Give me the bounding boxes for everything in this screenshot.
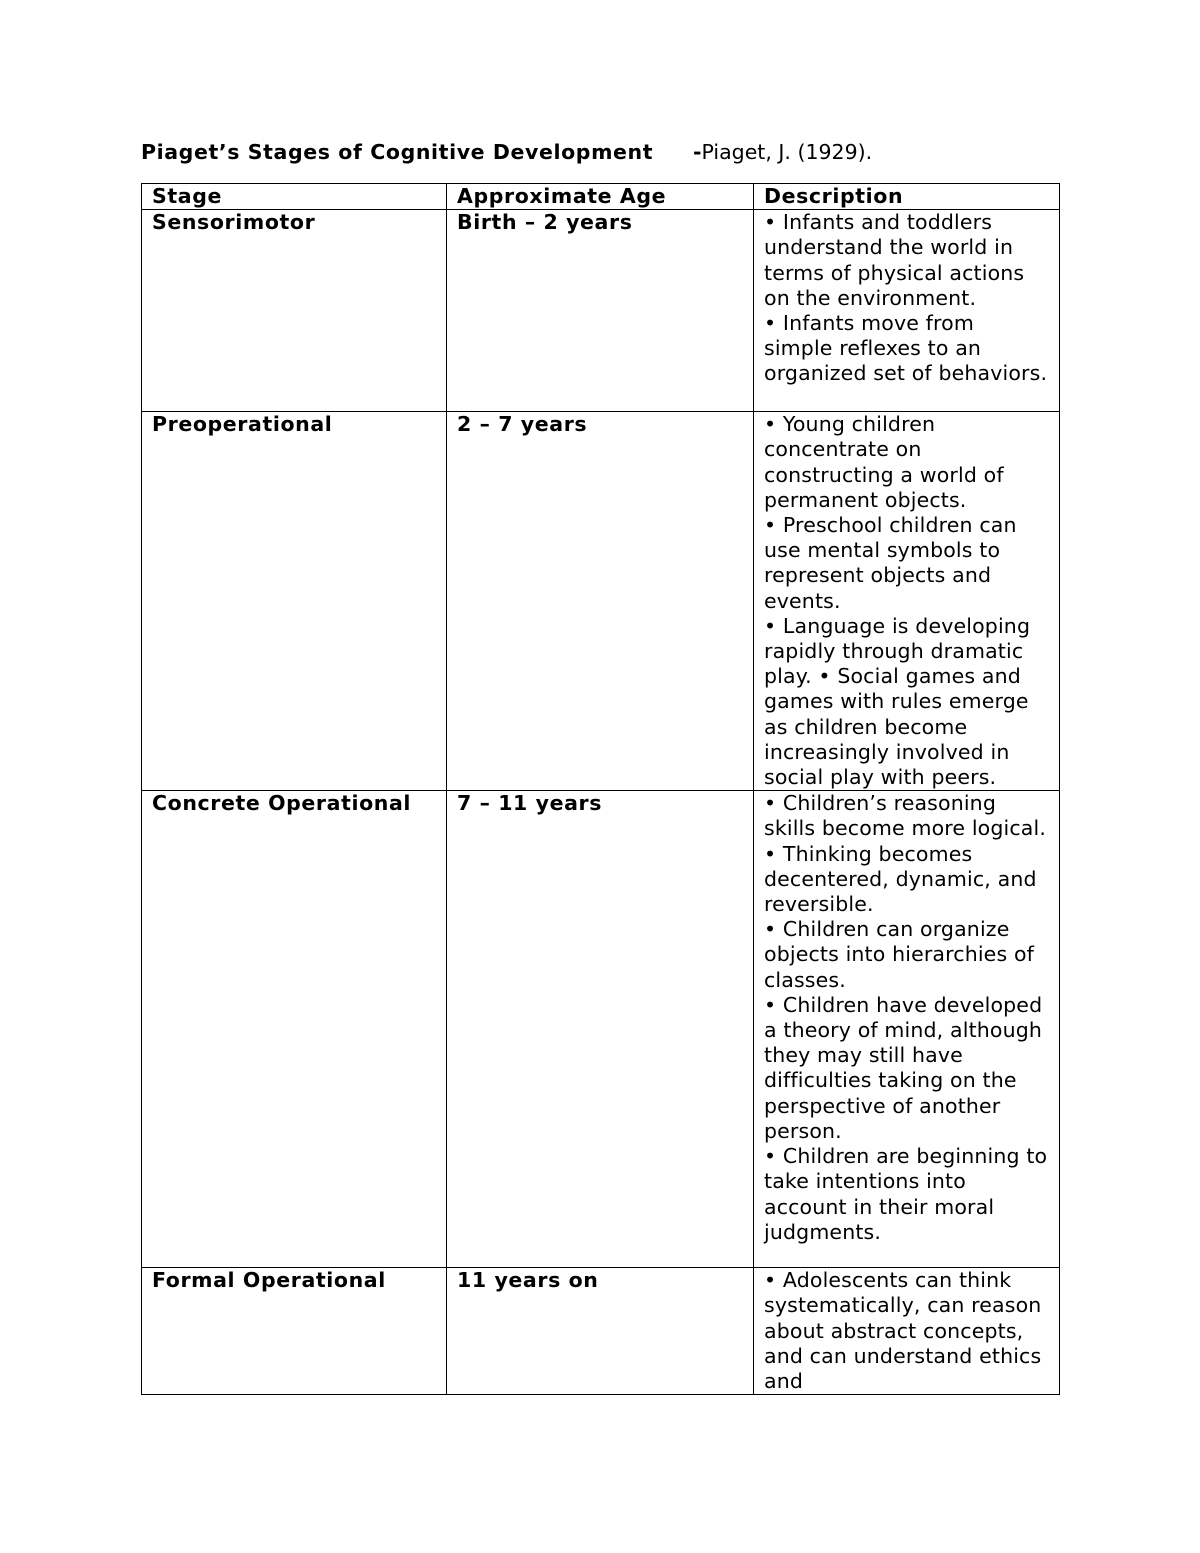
citation-text: Piaget, J. (1929).: [701, 140, 873, 164]
stage-age-cell: 11 years on: [447, 1268, 754, 1395]
table-row: [142, 210, 1060, 412]
column-header-description: Description: [754, 184, 1060, 210]
stage-description-cell: [754, 210, 1060, 412]
stage-name-cell: Preoperational: [142, 412, 447, 791]
description-bullet: • Preschool children can use mental symbols to represent objects and events.: [764, 513, 1017, 613]
citation-dash: -: [693, 140, 702, 164]
description-bullet: • Language is developing rapidly through dramatic play. • Social games and games with rules emerge as children become increasingly involved in social play with peers.: [764, 613, 1031, 790]
stages-table: [141, 183, 1060, 1395]
document-title: Piaget’s Stages of Cognitive Development: [141, 140, 654, 164]
description-bullet: • Young children concentrate on constructing a world of permanent objects.: [764, 412, 1004, 512]
column-header-age: Approximate Age: [447, 184, 754, 210]
table-header-row: [142, 184, 1060, 210]
citation: [693, 140, 872, 164]
column-header-stage: Stage: [142, 184, 447, 210]
stage-name-cell: Sensorimotor: [142, 210, 447, 412]
description-bullet: • Infants and toddlers understand the world in terms of physical actions on the environment.: [764, 210, 1025, 310]
document-header: [141, 140, 1061, 170]
stage-age-cell: 2 – 7 years: [447, 412, 754, 791]
stage-description-cell: [754, 1268, 1060, 1395]
description-bullet: • Children’s reasoning skills become more logical.: [764, 791, 1047, 841]
table-row: [142, 791, 1060, 1268]
stage-name-cell: Concrete Operational: [142, 791, 447, 1268]
stage-name-cell: Formal Operational: [142, 1268, 447, 1395]
description-bullet: • Children are beginning to take intentions into account in their moral judgments.: [764, 1144, 1048, 1244]
description-bullet: • Adolescents can think systematically, can reason about abstract concepts, and can understand ethics and: [764, 1268, 1042, 1394]
description-bullet: • Thinking becomes decentered, dynamic, and reversible.: [764, 841, 1037, 917]
stage-description-cell: [754, 412, 1060, 791]
table-row: [142, 412, 1060, 791]
description-bullet: • Infants move from simple reflexes to an organized set of behaviors.: [764, 311, 1048, 386]
stage-age-cell: 7 – 11 years: [447, 791, 754, 1268]
description-bullet: • Children can organize objects into hierarchies of classes.: [764, 917, 1034, 992]
stage-age-cell: Birth – 2 years: [447, 210, 754, 412]
stage-description-cell: [754, 791, 1060, 1268]
description-bullet: • Children have developed a theory of mind, although they may still have difficulties taking on the perspective of another person.: [764, 992, 1043, 1143]
table-row: [142, 1268, 1060, 1395]
